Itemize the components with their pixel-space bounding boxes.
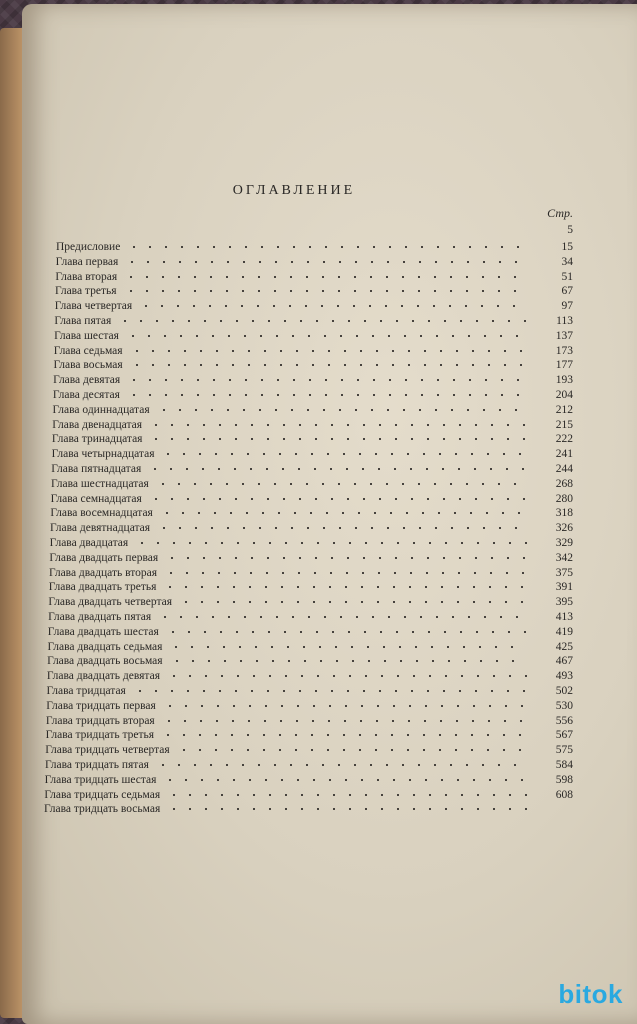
dot-leader xyxy=(126,379,527,381)
toc-entry xyxy=(49,566,573,580)
toc-entry-page: 204 xyxy=(555,389,573,401)
toc-entry-page: 15 xyxy=(561,241,573,253)
toc-entry-label: Глава девятнадцатая xyxy=(50,522,151,535)
toc-entry xyxy=(53,403,573,417)
toc-entry-page: 530 xyxy=(555,699,573,712)
toc-entry-page: 502 xyxy=(555,685,573,697)
toc-entry-label: Глава двадцать восьмая xyxy=(47,655,163,668)
dot-leader xyxy=(148,424,527,426)
watermark-logo xyxy=(473,974,623,1014)
toc-entry-label: Глава одиннадцатая xyxy=(52,403,150,416)
toc-entry xyxy=(46,728,573,742)
toc-entry-label: Глава пятая xyxy=(54,315,112,327)
toc-entry xyxy=(50,521,573,535)
dot-leader xyxy=(138,305,527,307)
toc-entry xyxy=(53,358,573,372)
dot-leader xyxy=(162,779,527,781)
toc-entry-label: Глава четырнадцатая xyxy=(51,448,155,461)
dot-leader xyxy=(166,808,527,810)
toc-entry xyxy=(52,447,573,461)
dot-leader xyxy=(161,720,527,722)
toc-entry-page: 608 xyxy=(555,788,573,801)
toc-entry-label: Глава двадцать третья xyxy=(48,581,157,594)
toc-entry-label: Глава тридцать вторая xyxy=(45,714,155,727)
toc-entry-page: 215 xyxy=(555,418,573,431)
toc-entry xyxy=(47,684,573,698)
dot-leader xyxy=(165,631,527,633)
toc-entry xyxy=(56,240,573,254)
toc-entry xyxy=(48,595,573,609)
toc-entry xyxy=(51,492,573,506)
toc-entry-label: Глава восемнадцатая xyxy=(50,507,153,520)
toc-entry-label: Глава двенадцатая xyxy=(52,418,143,431)
toc-entry xyxy=(55,284,573,298)
dot-leader xyxy=(168,646,527,648)
toc-entry-label: Глава седьмая xyxy=(53,344,123,357)
toc-entry-page: 467 xyxy=(555,655,573,668)
dot-leader xyxy=(134,542,527,544)
dot-leader xyxy=(148,498,527,500)
toc-entry-page: 391 xyxy=(555,581,573,594)
dot-leader xyxy=(176,749,527,751)
toc-entry-label: Глава тридцать восьмая xyxy=(44,803,161,816)
toc-entry-page: 173 xyxy=(555,344,573,357)
toc-entry xyxy=(45,758,573,772)
toc-entry xyxy=(52,432,573,446)
dot-leader xyxy=(123,276,527,278)
toc-entry xyxy=(49,580,573,594)
dot-leader xyxy=(166,794,527,796)
toc-entry xyxy=(49,551,573,565)
watermark-text: bitok xyxy=(558,978,623,1009)
toc-entry-page: 342 xyxy=(555,551,573,564)
toc-entry xyxy=(47,669,573,683)
toc-entry-page: 326 xyxy=(555,522,573,535)
toc-entry xyxy=(53,373,573,387)
dot-leader xyxy=(155,764,527,766)
toc-entry-page: 137 xyxy=(555,329,573,342)
dot-leader xyxy=(160,734,527,736)
dot-leader xyxy=(156,409,527,411)
toc-entry-label: Глава тридцать шестая xyxy=(44,773,157,786)
toc-entry xyxy=(56,255,573,269)
toc-entry xyxy=(46,714,573,728)
dot-leader xyxy=(132,690,527,692)
dot-leader xyxy=(129,350,527,352)
toc-entry-label: Глава первая xyxy=(55,255,119,268)
toc-entry-label: Глава тридцать первая xyxy=(46,699,156,712)
toc-entry-label: Глава двадцатая xyxy=(49,537,129,549)
toc-entry-label: Глава тридцать седьмая xyxy=(44,788,161,801)
dot-leader xyxy=(125,335,527,337)
dot-leader xyxy=(162,705,527,707)
toc-entry-page: 280 xyxy=(555,492,573,505)
toc-entry-label: Глава семнадцатая xyxy=(50,492,142,505)
dot-leader xyxy=(123,290,527,292)
dot-leader xyxy=(156,527,527,529)
dot-leader xyxy=(169,660,527,662)
dot-leader xyxy=(147,468,527,470)
toc-entry-label: Глава тридцать пятая xyxy=(44,759,149,771)
toc-entry-page: 241 xyxy=(555,448,573,461)
toc-entry xyxy=(53,388,573,402)
toc-entry xyxy=(55,299,573,313)
toc-entry-page: 177 xyxy=(555,359,573,372)
toc-entry-label: Глава двадцать шестая xyxy=(47,625,159,638)
dot-leader xyxy=(166,675,527,677)
toc-entry-page: 598 xyxy=(555,773,573,786)
toc-entry-label: Глава восьмая xyxy=(53,359,123,372)
toc-entry-label: Глава вторая xyxy=(55,270,118,283)
toc-entry xyxy=(47,654,573,668)
toc-entry-page: 212 xyxy=(555,403,573,416)
toc-heading: ОГЛАВЛЕНИЕ xyxy=(232,183,356,198)
toc-entry-page: 222 xyxy=(555,433,573,446)
toc-entry-page: 395 xyxy=(555,596,573,609)
toc-entry-page: 329 xyxy=(555,537,573,549)
toc-entry xyxy=(47,640,573,654)
toc-entry-label: Глава двадцать четвертая xyxy=(48,596,173,609)
toc-entry-label: Глава десятая xyxy=(52,389,120,401)
toc-entry xyxy=(51,477,573,491)
toc-entry-label: Глава четвертая xyxy=(54,300,133,313)
toc-entry-page: 375 xyxy=(555,566,573,579)
dot-leader xyxy=(126,394,527,396)
toc-entry xyxy=(45,773,573,787)
toc-entry-page: 575 xyxy=(555,744,573,757)
dot-leader xyxy=(162,586,527,588)
toc-entry xyxy=(52,418,573,432)
toc-entry-page: 244 xyxy=(555,463,573,475)
toc-entry-page: 425 xyxy=(555,640,573,653)
toc-entry-label: Глава тридцатая xyxy=(46,685,126,697)
toc-entry-label: Глава третья xyxy=(55,285,117,298)
toc-entry-page: 493 xyxy=(555,670,573,683)
toc-entry xyxy=(50,536,573,550)
toc-entry-label: Глава тринадцатая xyxy=(51,433,143,446)
page-column-label: Стр. xyxy=(547,206,573,220)
toc-entry-label: Предисловие xyxy=(56,241,121,253)
toc-entry xyxy=(48,625,573,639)
toc-entry-page: 34 xyxy=(561,255,573,268)
toc-entry-label: Глава тридцать третья xyxy=(45,729,155,742)
dot-leader xyxy=(155,483,527,485)
toc-entry-page: 584 xyxy=(555,759,573,771)
toc-entry xyxy=(54,314,573,328)
toc-entry-label: Глава двадцать девятая xyxy=(46,670,160,683)
toc-entry-page: 567 xyxy=(555,729,573,742)
dot-leader xyxy=(163,572,527,574)
toc-entry-label: Глава двадцать первая xyxy=(49,551,159,564)
dot-leader xyxy=(157,616,527,618)
toc-entry-page: 113 xyxy=(556,315,573,327)
toc-entry-label: Глава двадцать вторая xyxy=(49,566,158,579)
dot-leader xyxy=(148,438,527,440)
toc-entry xyxy=(51,462,573,476)
dot-leader xyxy=(124,261,527,263)
dot-leader xyxy=(117,320,527,322)
toc-entry xyxy=(48,610,573,624)
toc-entry-page: 419 xyxy=(555,625,573,638)
dot-leader xyxy=(159,512,527,514)
toc-entry-label: Глава пятнадцатая xyxy=(51,463,142,475)
toc-entry xyxy=(50,506,573,520)
toc-list xyxy=(0,220,637,816)
dot-leader xyxy=(164,557,527,559)
toc-entry-page: 193 xyxy=(555,374,573,387)
dot-leader xyxy=(129,364,527,366)
first-page-number: 5 xyxy=(567,224,573,236)
toc-entry-page: 318 xyxy=(555,507,573,520)
toc-entry-page: 413 xyxy=(555,611,573,623)
dot-leader xyxy=(126,246,527,248)
toc-entry xyxy=(54,329,573,343)
toc-entry-label: Глава двадцать седьмая xyxy=(47,640,163,653)
toc-entry-label: Глава тридцать четвертая xyxy=(45,744,170,757)
toc-entry-label: Глава двадцать пятая xyxy=(48,611,152,623)
toc-entry xyxy=(44,788,573,802)
toc-entry-label: Глава девятая xyxy=(53,374,121,387)
toc-entry-label: Глава шестнадцатая xyxy=(50,477,149,490)
toc-entry-page: 51 xyxy=(561,270,573,283)
toc-entry-label: Глава шестая xyxy=(54,329,119,342)
toc-entry xyxy=(55,270,573,284)
toc-entry-page: 268 xyxy=(555,477,573,490)
dot-leader xyxy=(178,601,527,603)
toc-entry xyxy=(54,344,573,358)
toc-entry-page: 556 xyxy=(555,714,573,727)
toc-entry xyxy=(45,743,573,757)
toc-entry-page: 97 xyxy=(561,300,573,313)
toc-entry-page: 67 xyxy=(561,285,573,298)
toc-entry xyxy=(46,699,573,713)
toc-entry xyxy=(44,802,573,816)
dot-leader xyxy=(160,453,527,455)
